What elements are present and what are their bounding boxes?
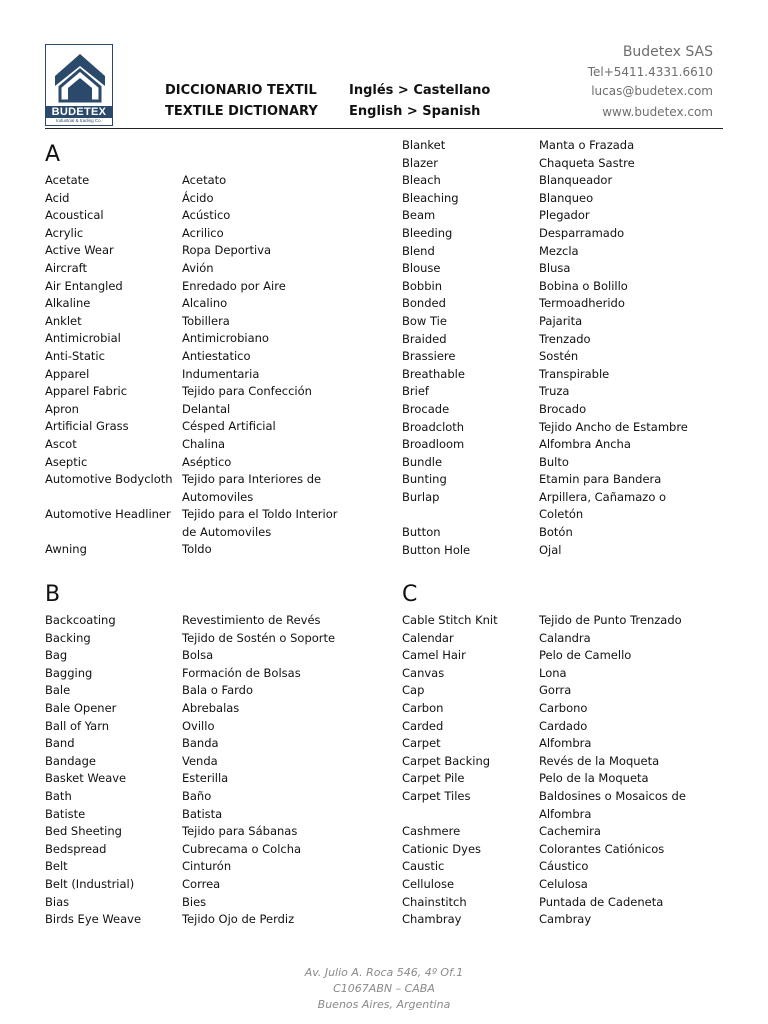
footer-street: Av. Julio A. Roca 546, 4º Of.1 [304,966,464,979]
entry-english: Alkaline [45,296,91,311]
entry-english: Aseptic [45,454,88,469]
dictionary-entry [402,331,732,349]
dictionary-entry [45,278,385,296]
entry-english: Basket Weave [45,771,127,786]
dictionary-entry [45,770,385,788]
entry-english: Bow Tie [402,313,447,328]
entry-spanish: Alcalino [182,296,228,311]
entry-spanish: Alfombra [539,736,592,751]
dictionary-entry [45,436,385,454]
entry-spanish: Revestimiento de Revés [182,613,321,627]
dictionary-entry [45,911,385,929]
dictionary-entry [402,665,732,683]
dictionary-entry [45,788,385,806]
entry-spanish: Bala o Fardo [182,683,253,698]
dictionary-entry [402,647,732,665]
entry-spanish-continued: Automoviles [182,489,254,504]
entry-english: Backing [45,630,91,645]
dictionary-entry [45,454,385,472]
dictionary-entry [402,471,732,489]
entry-spanish: Batista [182,806,223,821]
entry-spanish: Acetato [182,173,227,187]
dictionary-entry [45,348,385,366]
dictionary-entry [402,260,732,278]
entry-spanish: Blusa [539,261,571,276]
section-c-list [402,612,732,929]
entry-spanish: Baño [182,788,212,803]
dictionary-entry [45,313,385,331]
dictionary-entry [402,630,732,648]
entry-spanish: Pelo de la Moqueta [539,771,649,786]
entry-spanish: Colorantes Catiónicos [539,841,665,856]
entry-english: Camel Hair [402,648,466,663]
entry-english: Button Hole [402,542,471,557]
entry-spanish: Mezcla [539,243,579,258]
dictionary-entry [402,735,732,753]
entry-english: Acetate [45,173,90,187]
dictionary-entry [45,401,385,419]
entry-english: Birds Eye Weave [45,912,142,927]
entry-spanish: Celulosa [539,876,588,891]
entry-english: Bleach [402,173,441,188]
entry-english: Ascot [45,436,77,451]
entry-english: Acid [45,190,70,205]
dictionary-entry [45,260,385,278]
entry-english: Ball of Yarn [45,718,110,733]
entry-english: Beam [402,208,436,223]
entry-spanish: Antiestatico [182,348,251,363]
dictionary-entry [402,419,732,437]
entry-english: Batiste [45,806,86,821]
dictionary-entry [402,858,732,876]
entry-spanish: Transpirable [539,366,610,381]
entry-english: Broadcloth [402,419,465,434]
dictionary-entry [45,471,385,506]
entry-spanish: Ácido [182,190,214,205]
entry-english: Bedspread [45,841,107,856]
entry-spanish: Bulto [539,454,569,469]
entry-spanish: Ovillo [182,718,215,733]
entry-english: Bleeding [402,225,453,240]
dictionary-entry [402,524,732,542]
entry-spanish: Plegador [539,208,590,223]
dictionary-entry [45,753,385,771]
footer-city: Buenos Aires, Argentina [317,998,451,1011]
entry-english: Bias [45,894,70,909]
entry-english: Bale [45,683,71,698]
entry-english: Bagging [45,665,93,680]
entry-spanish: Bies [182,894,207,909]
entry-english: Artificial Grass [45,419,129,434]
logo-tagline: Industrial & trading Co. [56,118,102,123]
entry-spanish: Puntada de Cadeneta [539,894,664,909]
entry-english: Air Entangled [45,278,123,293]
dictionary-entry [45,541,385,559]
dictionary-entry [402,155,732,173]
entry-english: Cellulose [402,876,455,891]
entry-spanish: Alfombra Ancha [539,437,631,452]
entry-english: Bunting [402,472,447,487]
entry-spanish: Enredado por Aire [182,278,286,293]
entry-english: Button [402,525,441,540]
entry-spanish: Delantal [182,401,231,416]
company-email[interactable]: lucas@budetex.com [591,84,713,98]
entry-english: Bundle [402,454,443,469]
entry-spanish: Tejido de Sostén o Soporte [182,630,336,645]
entry-english: Bale Opener [45,700,117,715]
entry-spanish: Calandra [539,630,591,645]
entry-english: Carpet Pile [402,771,465,786]
entry-spanish: Ojal [539,542,562,557]
entry-english: Anklet [45,313,82,328]
section-b-continued-list [402,137,732,559]
company-phone: Tel+5411.4331.6610 [587,65,713,79]
dictionary-entry [45,612,385,630]
entry-english: Anti-Static [45,348,105,363]
footer-postal: C1067ABN – CABA [333,982,435,995]
entry-english: Bonded [402,296,446,311]
dictionary-entry [45,207,385,225]
entry-english: Breathable [402,366,465,381]
entry-english: Bed Sheeting [45,824,122,839]
entry-spanish: Tejido para Confección [182,384,312,399]
entry-spanish: Cubrecama o Colcha [182,841,302,856]
dictionary-entry [402,489,732,524]
entry-spanish-continued: de Automoviles [182,524,272,539]
entry-spanish: Baldosines o Mosaicos de [539,788,686,803]
section-letter-a: A [45,142,61,167]
entry-spanish: Acrilico [182,225,224,240]
dictionary-entry [402,137,732,155]
entry-english: Bandage [45,753,96,768]
entry-spanish: Esterilla [182,771,229,786]
entry-english: Awning [45,542,87,557]
dictionary-entry [45,383,385,401]
entry-spanish: Avión [182,260,214,275]
entry-spanish: Termoadherido [539,296,625,311]
company-website[interactable]: www.budetex.com [602,105,713,119]
entry-spanish: Cinturón [182,859,232,874]
dictionary-entry [45,665,385,683]
entry-spanish: Tejido para Sábanas [182,824,298,839]
entry-spanish: Trenzado [539,331,591,346]
dictionary-entry [402,225,732,243]
dictionary-entry [45,647,385,665]
entry-spanish: Venda [182,753,218,768]
dictionary-entry [402,436,732,454]
entry-spanish: Banda [182,736,219,751]
entry-english: Canvas [402,665,445,680]
dictionary-entry [45,718,385,736]
logo-brand-text: BUDETEX [46,106,112,118]
dictionary-entry [402,172,732,190]
entry-english: Bobbin [402,278,443,293]
entry-english: Automotive Headliner [45,507,171,522]
roof-logo-icon [52,51,108,103]
company-name: Budetex SAS [622,44,713,60]
entry-english: Cap [402,683,425,698]
entry-english: Band [45,736,75,751]
dictionary-entry [45,225,385,243]
entry-spanish: Revés de la Moqueta [539,753,660,768]
entry-spanish: Cambray [539,912,592,927]
entry-english: Cable Stitch Knit [402,613,498,627]
dictionary-entry [45,172,385,190]
entry-spanish: Desparramado [539,225,625,240]
dictionary-entry [402,682,732,700]
dictionary-entry [402,770,732,788]
dictionary-entry [402,313,732,331]
entry-english: Carpet [402,736,441,751]
dictionary-entry [402,383,732,401]
entry-spanish: Bobina o Bolillo [539,278,628,293]
entry-spanish: Aséptico [182,454,232,469]
entry-spanish: Chaqueta Sastre [539,155,635,170]
dictionary-entry [402,876,732,894]
entry-spanish: Tobillera [182,313,230,328]
entry-english: Blanket [402,138,446,152]
section-b-list [45,612,385,929]
dictionary-entry [45,806,385,824]
dictionary-entry [45,418,385,436]
entry-english: Acoustical [45,208,104,223]
entry-spanish: Gorra [539,683,572,698]
dictionary-entry [402,911,732,929]
entry-spanish: Blanqueo [539,190,594,205]
entry-spanish: Manta o Frazada [539,138,635,152]
entry-spanish: Chalina [182,436,226,451]
entry-english: Blend [402,243,435,258]
dictionary-entry [402,207,732,225]
entry-spanish: Cachemira [539,824,601,839]
title-spanish: DICCIONARIO TEXTIL [165,83,317,98]
entry-english: Blazer [402,155,438,170]
entry-english: Belt (Industrial) [45,876,135,891]
entry-spanish: Tejido de Punto Trenzado [539,613,682,627]
dictionary-entry [402,700,732,718]
dictionary-entry [45,894,385,912]
dictionary-entry [402,718,732,736]
entry-english: Aircraft [45,260,87,275]
section-a-list [45,172,385,559]
entry-spanish: Blanqueador [539,173,613,188]
dictionary-entry [402,348,732,366]
dictionary-entry [402,841,732,859]
dictionary-entry [45,506,385,541]
title-english: TEXTILE DICTIONARY [165,104,318,119]
entry-spanish: Acústico [182,208,231,223]
entry-english: Brief [402,384,429,399]
entry-spanish: Etamin para Bandera [539,472,662,487]
entry-english: Blouse [402,261,441,276]
section-letter-b: B [45,582,61,607]
dictionary-entry [45,630,385,648]
entry-english: Braided [402,331,447,346]
entry-english: Carpet Backing [402,753,491,768]
direction-spanish: Inglés > Castellano [349,83,491,98]
entry-english: Backcoating [45,613,116,627]
entry-spanish: Tejido para Interiores de [182,472,322,487]
entry-english: Bleaching [402,190,459,205]
entry-spanish: Truza [539,384,570,399]
dictionary-entry [45,700,385,718]
dictionary-entry [402,295,732,313]
dictionary-entry [402,823,732,841]
entry-english: Antimicrobial [45,331,121,346]
entry-english: Apron [45,401,79,416]
entry-spanish: Arpillera, Cañamazo o [539,489,667,504]
entry-english: Bath [45,788,72,803]
entry-spanish: Tejido Ancho de Estambre [539,419,688,434]
entry-spanish: Carbono [539,700,588,715]
entry-spanish: Lona [539,665,567,680]
dictionary-entry [402,612,732,630]
dictionary-entry [45,682,385,700]
header-divider [45,128,723,129]
entry-english: Caustic [402,859,445,874]
entry-spanish: Abrebalas [182,700,240,715]
entry-english: Cationic Dyes [402,841,482,856]
entry-english: Bag [45,648,68,663]
dictionary-entry [45,841,385,859]
entry-spanish: Correa [182,876,221,891]
entry-spanish: Tejido Ojo de Perdiz [182,912,295,927]
entry-english: Carbon [402,700,444,715]
entry-spanish: Formación de Bolsas [182,665,301,680]
dictionary-entry [402,278,732,296]
entry-spanish: Césped Artificial [182,419,276,434]
entry-english: Acrylic [45,225,84,240]
entry-english: Apparel Fabric [45,384,128,399]
entry-spanish: Pelo de Camello [539,648,632,663]
dictionary-entry [45,858,385,876]
dictionary-entry [402,401,732,419]
dictionary-entry [45,330,385,348]
dictionary-entry [45,295,385,313]
dictionary-entry [45,823,385,841]
dictionary-entry [45,735,385,753]
entry-english: Carded [402,718,444,733]
direction-english: English > Spanish [349,104,481,119]
entry-english: Calendar [402,630,454,645]
entry-spanish: Cardado [539,718,588,733]
dictionary-entry [402,894,732,912]
entry-english: Chainstitch [402,894,467,909]
footer-address [0,965,768,1013]
entry-english: Active Wear [45,243,114,258]
dictionary-entry [45,242,385,260]
dictionary-entry [402,788,732,823]
entry-english: Cashmere [402,824,461,839]
dictionary-entry [402,190,732,208]
dictionary-entry [402,542,732,560]
dictionary-entry [402,454,732,472]
entry-english: Apparel [45,366,90,381]
dictionary-entry [402,243,732,261]
dictionary-entry [402,366,732,384]
entry-english: Automotive Bodycloth [45,472,173,487]
entry-spanish: Indumentaria [182,366,260,381]
entry-english: Burlap [402,489,440,504]
entry-spanish-continued: Coletón [539,507,584,522]
entry-english: Brassiere [402,349,456,364]
entry-spanish: Antimicrobiano [182,331,269,346]
entry-spanish: Ropa Deportiva [182,243,272,258]
entry-english: Chambray [402,912,462,927]
entry-spanish-continued: Alfombra [539,806,592,821]
company-logo [45,44,113,126]
dictionary-entry [45,190,385,208]
entry-english: Broadloom [402,437,465,452]
dictionary-entry [402,753,732,771]
entry-spanish: Brocado [539,401,587,416]
entry-english: Carpet Tiles [402,788,471,803]
entry-english: Brocade [402,401,450,416]
section-letter-c: C [402,582,418,607]
entry-spanish: Sostén [539,349,579,364]
entry-spanish: Botón [539,525,573,540]
dictionary-entry [45,366,385,384]
entry-spanish: Toldo [182,542,212,557]
entry-spanish: Pajarita [539,313,583,328]
entry-spanish: Cáustico [539,859,589,874]
dictionary-entry [45,876,385,894]
entry-spanish: Tejido para el Toldo Interior [182,507,338,522]
entry-english: Belt [45,859,68,874]
entry-spanish: Bolsa [182,648,214,663]
